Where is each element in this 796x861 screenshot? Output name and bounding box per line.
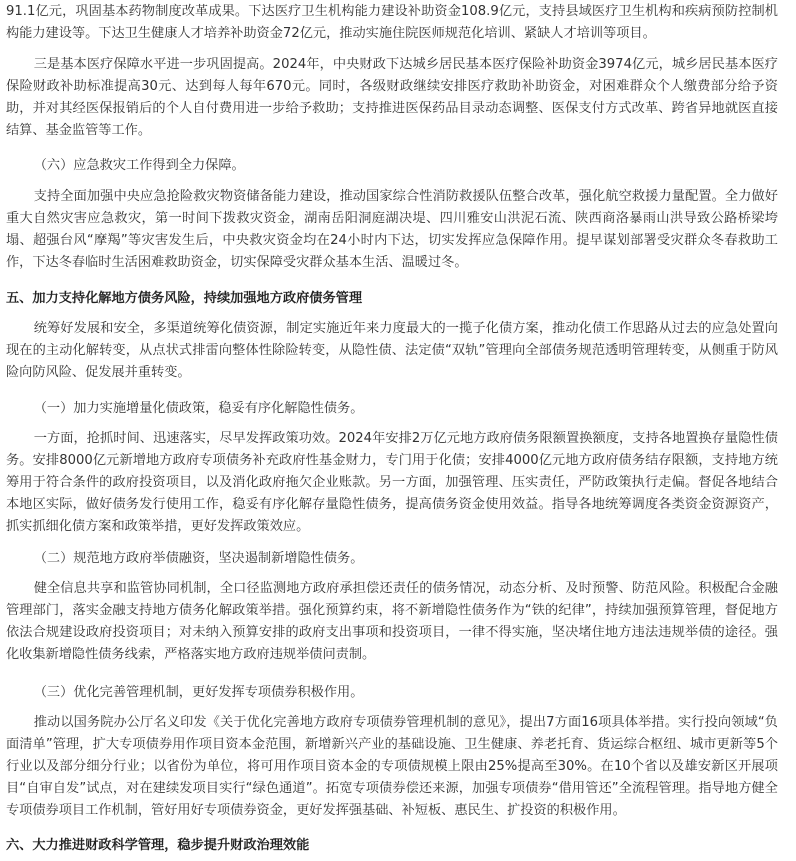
subheading-incremental-debt-policy: （一）加力实施增量化债政策，稳妥有序化解隐性债务。: [33, 401, 364, 416]
subheading-regulate-financing: （二）规范地方政府举债融资，坚决遏制新增隐性债务。: [33, 551, 364, 566]
paragraph-medical-insurance: 三是基本医疗保障水平进一步巩固提高。2024年，中央财政下达城乡居民基本医疗保险补助资金3974亿元，城乡居民基本医疗保险财政补助标准提高30元、达到每人每年670元。同时，各级财政继续安排医疗救助补助资金，对困难群众个人缴费部分给予资助，并对其经医保报销后的个人自付费用进一步给予救助；支持推进医保药品目录动态调整、医保支付方式改革、跨省异地就医直接结算、基金监管等工作。: [6, 57, 778, 138]
section-heading-fiscal-management: 六、大力推进财政科学管理，稳步提升财政治理效能: [6, 838, 310, 853]
paragraph-debt-overview: 统筹好发展和安全，多渠道统筹化债资源，制定实施近年来力度最大的一揽子化债方案，推动化债工作思路从过去的应急处置向现在的主动化解转变，从点状式排雷向整体性除险转变，从隐性债、法定债“双轨”管理向全部债务规范透明管理转变，从侧重于防风险向防风险、促发展并重转变。: [6, 321, 778, 380]
paragraph-monitoring-mechanism: 健全信息共享和监管协同机制，全口径监测地方政府承担偿还责任的债务情况，动态分析、及时预警、防范风险。积极配合金融管理部门，落实金融支持地方债务化解政策举措。强化预算约束，将不新增隐性债务作为“铁的纪律”，持续加强预算管理，督促地方依法合规建设政府投资项目；对未纳入预算安排的政府支出事项和投资项目，一律不得实施，坚决堵住地方违法违规举债的途径。强化收集新增隐性债务线索，严格落实地方政府违规举债问责制。: [6, 581, 778, 662]
paragraph-disaster-relief: 支持全面加强中央应急抢险救灾物资储备能力建设，推动国家综合性消防救援队伍整合改革，强化航空救援力量配置。全力做好重大自然灾害应急救灾，第一时间下拨救灾资金，湖南岳阳洞庭湖决堤、四川雅安山洪泥石流、陕西商洛暴雨山洪导致公路桥梁垮塌、超强台风“摩羯”等灾害发生后，中央救灾资金均在24小时内下达，切实发挥应急保障作用。提早谋划部署受灾群众冬春救助工作，下达冬春临时生活困难救助资金，切实保障受灾群众基本生活、温暖过冬。: [6, 189, 778, 270]
paragraph-special-bond-reform: 推动以国务院办公厅名义印发《关于优化完善地方政府专项债券管理机制的意见》，提出7方面16项具体举措。实行投向领域“负面清单”管理，扩大专项债券用作项目资本金范围，新增新兴产业的基础设施、卫生健康、养老托育、货运综合枢纽、城市更新等5个行业以及部分细分行业；以省份为单位，将可用作项目资本金的专项债规模上限由25%提高至30%。在10个省以及雄安新区开展项目“自审自发”试点，对在建续发项目实行“绿色通道”。拓宽专项债券偿还来源，加强专项债券“借用管还”全流程管理。指导地方健全专项债券项目工作机制，管好用好专项债券资金，更好发挥强基础、补短板、惠民生、扩投资的积极作用。: [6, 715, 778, 818]
section-heading-local-debt: 五、加力支持化解地方债务风险，持续加强地方政府债务管理: [6, 291, 363, 306]
paragraph-debt-replacement: 一方面，抢抓时间、迅速落实，尽早发挥政策功效。2024年安排2万亿元地方政府债务限额置换额度，支持各地置换存量隐性债务。安排8000亿元新增地方政府专项债务补充政府性基金财力，专门用于化债；安排4000亿元地方政府债务结存限额，支持地方统筹用于符合条件的政府投资项目，以及消化政府拖欠企业账款。另一方面，加强管理、压实责任，严防政策执行走偏。督促各地结合本地区实际，做好债务发行使用工作，稳妥有序化解存量隐性债务，提高债务资金使用效益。指导各地统筹调度各类资金资源资产，抓实抓细化债方案和政策举措，更好发挥政策效应。: [6, 431, 778, 534]
subheading-special-bonds: （三）优化完善管理机制，更好发挥专项债券积极作用。: [33, 685, 364, 700]
paragraph-medicine-funding: 91.1亿元，巩固基本药物制度改革成果。下达医疗卫生机构能力建设补助资金108.9亿元，支持县域医疗卫生机构和疾病预防控制机构能力建设等。下达卫生健康人才培养补助资金72亿元，推动实施住院医师规范化培训、紧缺人才培训等项目。: [6, 4, 778, 41]
subheading-emergency-relief: （六）应急救灾工作得到全力保障。: [33, 158, 245, 173]
